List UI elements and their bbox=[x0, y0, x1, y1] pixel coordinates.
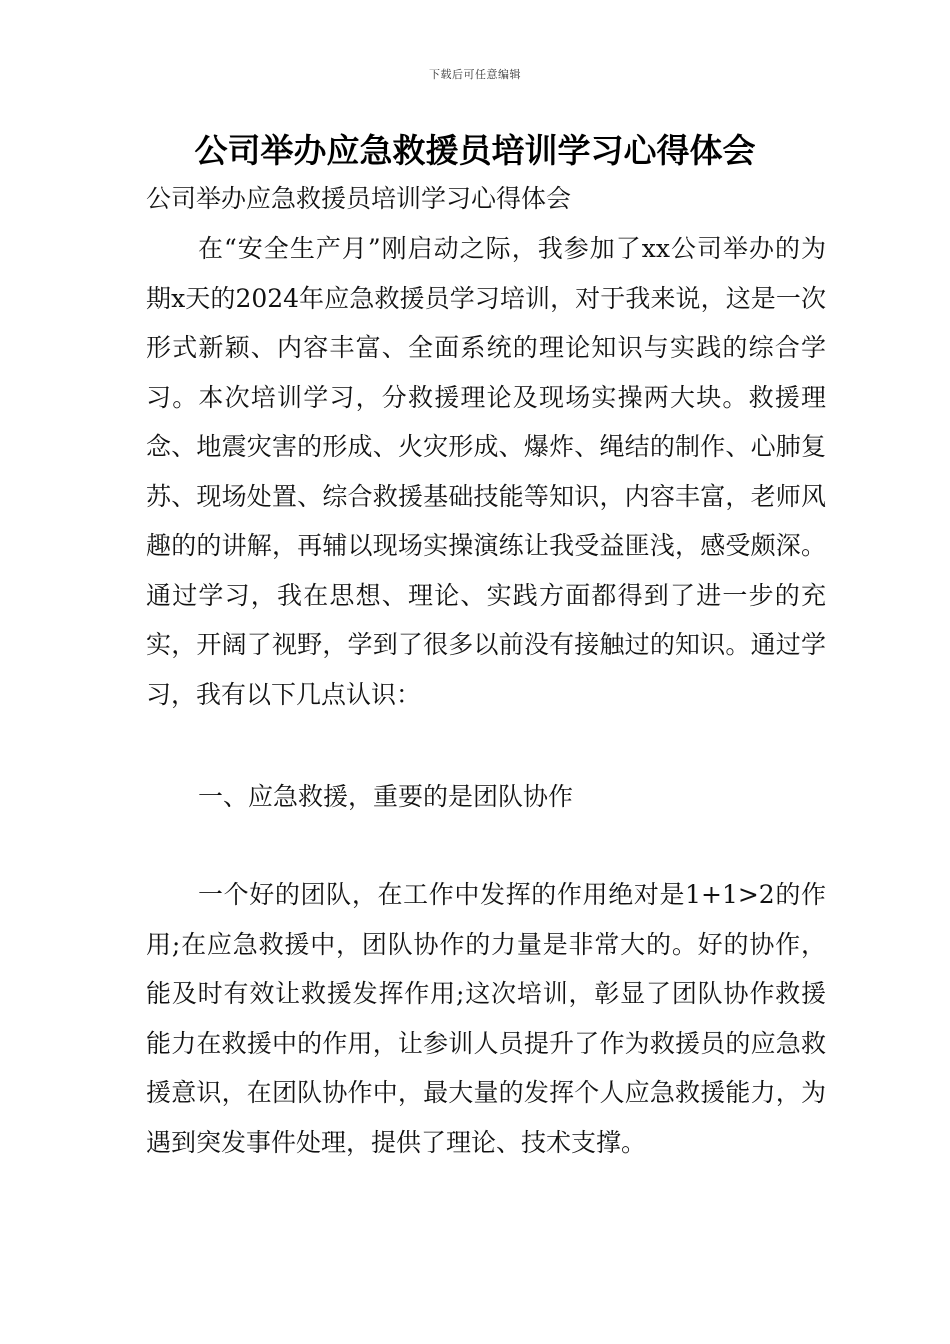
paragraph-intro: 在“安全生产月”刚启动之际，我参加了xx公司举办的为期x天的2024年应急救援员学习培训，对于我来说，这是一次形式新颖、内容丰富、全面系统的理论知识与实践的综合学习。本次培训学习，分救援理论及现场实操两大块。救援理念、地震灾害的形成、火灾形成、爆炸、绳结的制作、心肺复苏、现场处置、综合救援基础技能等知识，内容丰富，老师风趣的的讲解，再辅以现场实操演练让我受益匪浅，感受颇深。通过学习，我在思想、理论、实践方面都得到了进一步的充实，开阔了视野，学到了很多以前没有接触过的知识。通过学习，我有以下几点认识： bbox=[146, 234, 826, 709]
paragraph-teamwork: 一个好的团队，在工作中发挥的作用绝对是1+1>2的作用;在应急救援中，团队协作的力量是非常大的。好的协作，能及时有效让救援发挥作用;这次培训，彰显了团队协作救援能力在救援中的作用，让参训人员提升了作为救援员的应急救援意识，在团队协作中，最大量的发挥个人应急救援能力，为遇到突发事件处理，提供了理论、技术支撑。 bbox=[146, 880, 826, 1157]
section-heading-teamwork: 一、应急救援，重要的是团队协作 bbox=[198, 782, 574, 811]
header-note: 下载后可任意编辑 bbox=[429, 68, 521, 81]
document-title: 公司举办应急救援员培训学习心得体会 bbox=[194, 131, 756, 170]
document-subtitle: 公司举办应急救援员培训学习心得体会 bbox=[146, 184, 572, 213]
